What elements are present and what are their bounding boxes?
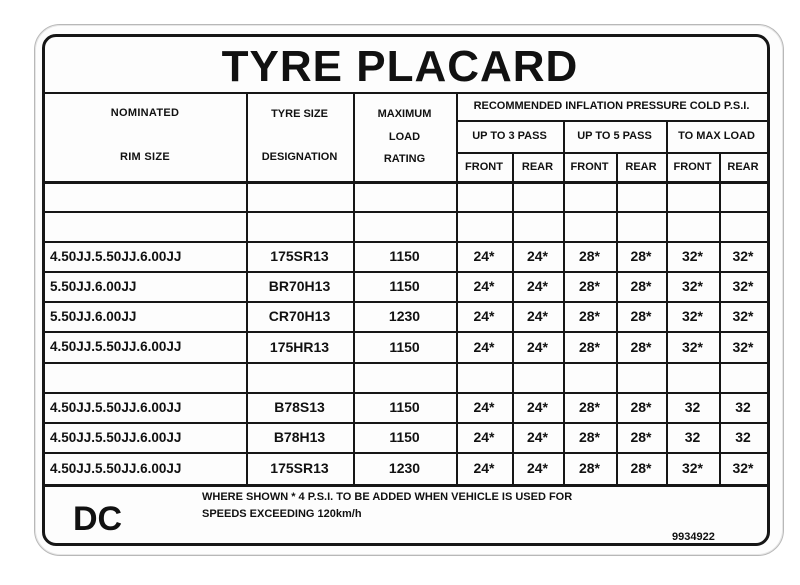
pressure-cell: 32*: [732, 248, 754, 264]
header-group: UP TO 5 PASS: [577, 130, 652, 142]
header-load-line-3: RATING: [383, 153, 426, 165]
pressure-cell: 24*: [526, 429, 549, 445]
load-rating-cell: 1150: [389, 429, 420, 445]
grid-line: [44, 484, 767, 487]
pressure-cell: 28*: [578, 429, 601, 445]
pressure-cell: 32: [684, 399, 701, 415]
placard-code: 9934922: [672, 531, 715, 543]
pressure-cell: 28*: [578, 338, 601, 355]
dc-badge: DC: [73, 500, 123, 538]
load-rating-cell: 1230: [388, 308, 421, 324]
pressure-cell: 32*: [681, 308, 704, 324]
header-load-line-2: LOAD: [388, 131, 421, 143]
rim-size-cell: 4.50JJ.5.50JJ.6.00JJ: [50, 460, 182, 476]
load-rating-cell: 1230: [388, 460, 421, 476]
pressure-cell: 28*: [578, 248, 601, 264]
pressure-cell: 24*: [473, 308, 495, 324]
tyre-size-cell: [246, 181, 353, 211]
pressure-cell: 32*: [732, 308, 754, 324]
rim-size-cell: [44, 181, 246, 211]
header-group: TO MAX LOAD: [678, 130, 755, 142]
pressure-cell: 32: [735, 429, 751, 445]
rim-size-cell: 4.50JJ.5.50JJ.6.00JJ: [50, 248, 182, 264]
pressure-cell: 24*: [526, 248, 549, 264]
pressure-cell: [456, 211, 512, 241]
pressure-cell: 28*: [630, 278, 652, 294]
pressure-cell: 24*: [473, 278, 495, 294]
pressure-cell: [563, 211, 616, 241]
load-rating-cell: 1150: [389, 338, 420, 355]
rim-size-cell: 5.50JJ.6.00JJ: [50, 308, 137, 324]
header-front: FRONT: [570, 160, 609, 173]
pressure-cell: [719, 211, 767, 241]
pressure-cell: 24*: [473, 460, 495, 476]
pressure-cell: [563, 362, 616, 392]
rim-size-cell: 4.50JJ.5.50JJ.6.00JJ: [50, 399, 182, 415]
pressure-cell: 24*: [526, 308, 549, 324]
pressure-cell: 32*: [681, 248, 704, 264]
pressure-cell: 32*: [732, 338, 754, 355]
pressure-cell: 24*: [473, 248, 495, 264]
load-rating-cell: 1150: [389, 399, 420, 415]
load-rating-cell: 1150: [389, 278, 420, 294]
header-rear: REAR: [521, 160, 554, 173]
load-rating-cell: [353, 181, 456, 211]
pressure-cell: 32*: [681, 460, 704, 476]
pressure-cell: [616, 211, 666, 241]
pressure-cell: 32: [735, 399, 751, 415]
tyre-size-cell: CR70H13: [268, 308, 331, 324]
pressure-cell: [456, 362, 512, 392]
pressure-cell: [666, 211, 719, 241]
footnote-line-1: WHERE SHOWN * 4 P.S.I. TO BE ADDED WHEN VEHICLE IS USED FOR: [202, 491, 573, 503]
pressure-cell: [616, 181, 666, 211]
rim-size-cell: [44, 211, 246, 241]
pressure-cell: 28*: [630, 338, 652, 355]
load-rating-cell: [353, 362, 456, 392]
pressure-cell: 24*: [473, 429, 495, 445]
tyre-size-cell: [246, 362, 353, 392]
tyre-size-cell: BR70H13: [268, 278, 331, 294]
rim-size-cell: [44, 362, 246, 392]
header-front: FRONT: [673, 160, 712, 173]
pressure-cell: 28*: [578, 399, 601, 415]
pressure-cell: [666, 181, 719, 211]
pressure-cell: [616, 362, 666, 392]
header-front: FRONT: [465, 160, 503, 173]
pressure-cell: [719, 181, 767, 211]
pressure-cell: [512, 362, 563, 392]
header-size-line-1: TYRE SIZE: [271, 108, 328, 120]
pressure-cell: [512, 211, 563, 241]
load-rating-cell: 1150: [389, 248, 420, 264]
tyre-size-cell: 175HR13: [269, 338, 330, 355]
pressure-cell: 32*: [732, 278, 754, 294]
header-rear: REAR: [727, 160, 759, 173]
pressure-cell: [512, 181, 563, 211]
page-title: TYRE PLACARD: [221, 42, 579, 91]
pressure-cell: 24*: [526, 399, 549, 415]
rim-size-cell: 4.50JJ.5.50JJ.6.00JJ: [50, 339, 182, 354]
pressure-cell: 32*: [681, 278, 704, 294]
pressure-cell: 28*: [630, 308, 652, 324]
pressure-cell: 28*: [578, 308, 601, 324]
header-rear: REAR: [625, 160, 657, 173]
pressure-cell: 28*: [630, 248, 652, 264]
pressure-cell: 28*: [630, 429, 652, 445]
footnote-line-2: SPEEDS EXCEEDING 120km/h: [202, 508, 362, 520]
pressure-cell: 28*: [578, 460, 601, 476]
rim-size-cell: 5.50JJ.6.00JJ: [50, 278, 137, 294]
header-size-line-2: DESIGNATION: [261, 151, 338, 163]
pressure-cell: 24*: [526, 278, 549, 294]
header-pressure: RECOMMENDED INFLATION PRESSURE COLD P.S.I.: [473, 100, 750, 112]
header-group: UP TO 3 PASS: [472, 130, 547, 142]
pressure-cell: 24*: [473, 399, 495, 415]
header-rim-line-1: NOMINATED: [110, 107, 180, 119]
rim-size-cell: 4.50JJ.5.50JJ.6.00JJ: [50, 429, 182, 445]
pressure-cell: [563, 181, 616, 211]
pressure-cell: 28*: [630, 399, 652, 415]
pressure-cell: 32: [684, 429, 701, 445]
pressure-cell: 32*: [681, 338, 704, 355]
pressure-cell: 32*: [732, 460, 754, 476]
tyre-size-cell: [246, 211, 353, 241]
pressure-cell: [719, 362, 767, 392]
header-load-line-1: MAXIMUM: [377, 108, 432, 120]
pressure-cell: 24*: [526, 338, 549, 355]
footnote: [202, 489, 572, 523]
tyre-size-cell: 175SR13: [270, 248, 329, 264]
pressure-cell: 24*: [526, 460, 549, 476]
header-rim-line-2: RIM SIZE: [119, 151, 171, 163]
tyre-size-cell: B78S13: [274, 399, 325, 415]
pressure-cell: [666, 362, 719, 392]
load-rating-cell: [353, 211, 456, 241]
tyre-size-cell: 175SR13: [270, 460, 329, 476]
pressure-cell: 28*: [578, 278, 601, 294]
tyre-size-cell: B78H13: [273, 429, 326, 445]
pressure-cell: 24*: [473, 338, 495, 355]
pressure-cell: 28*: [630, 460, 652, 476]
pressure-cell: [456, 181, 512, 211]
